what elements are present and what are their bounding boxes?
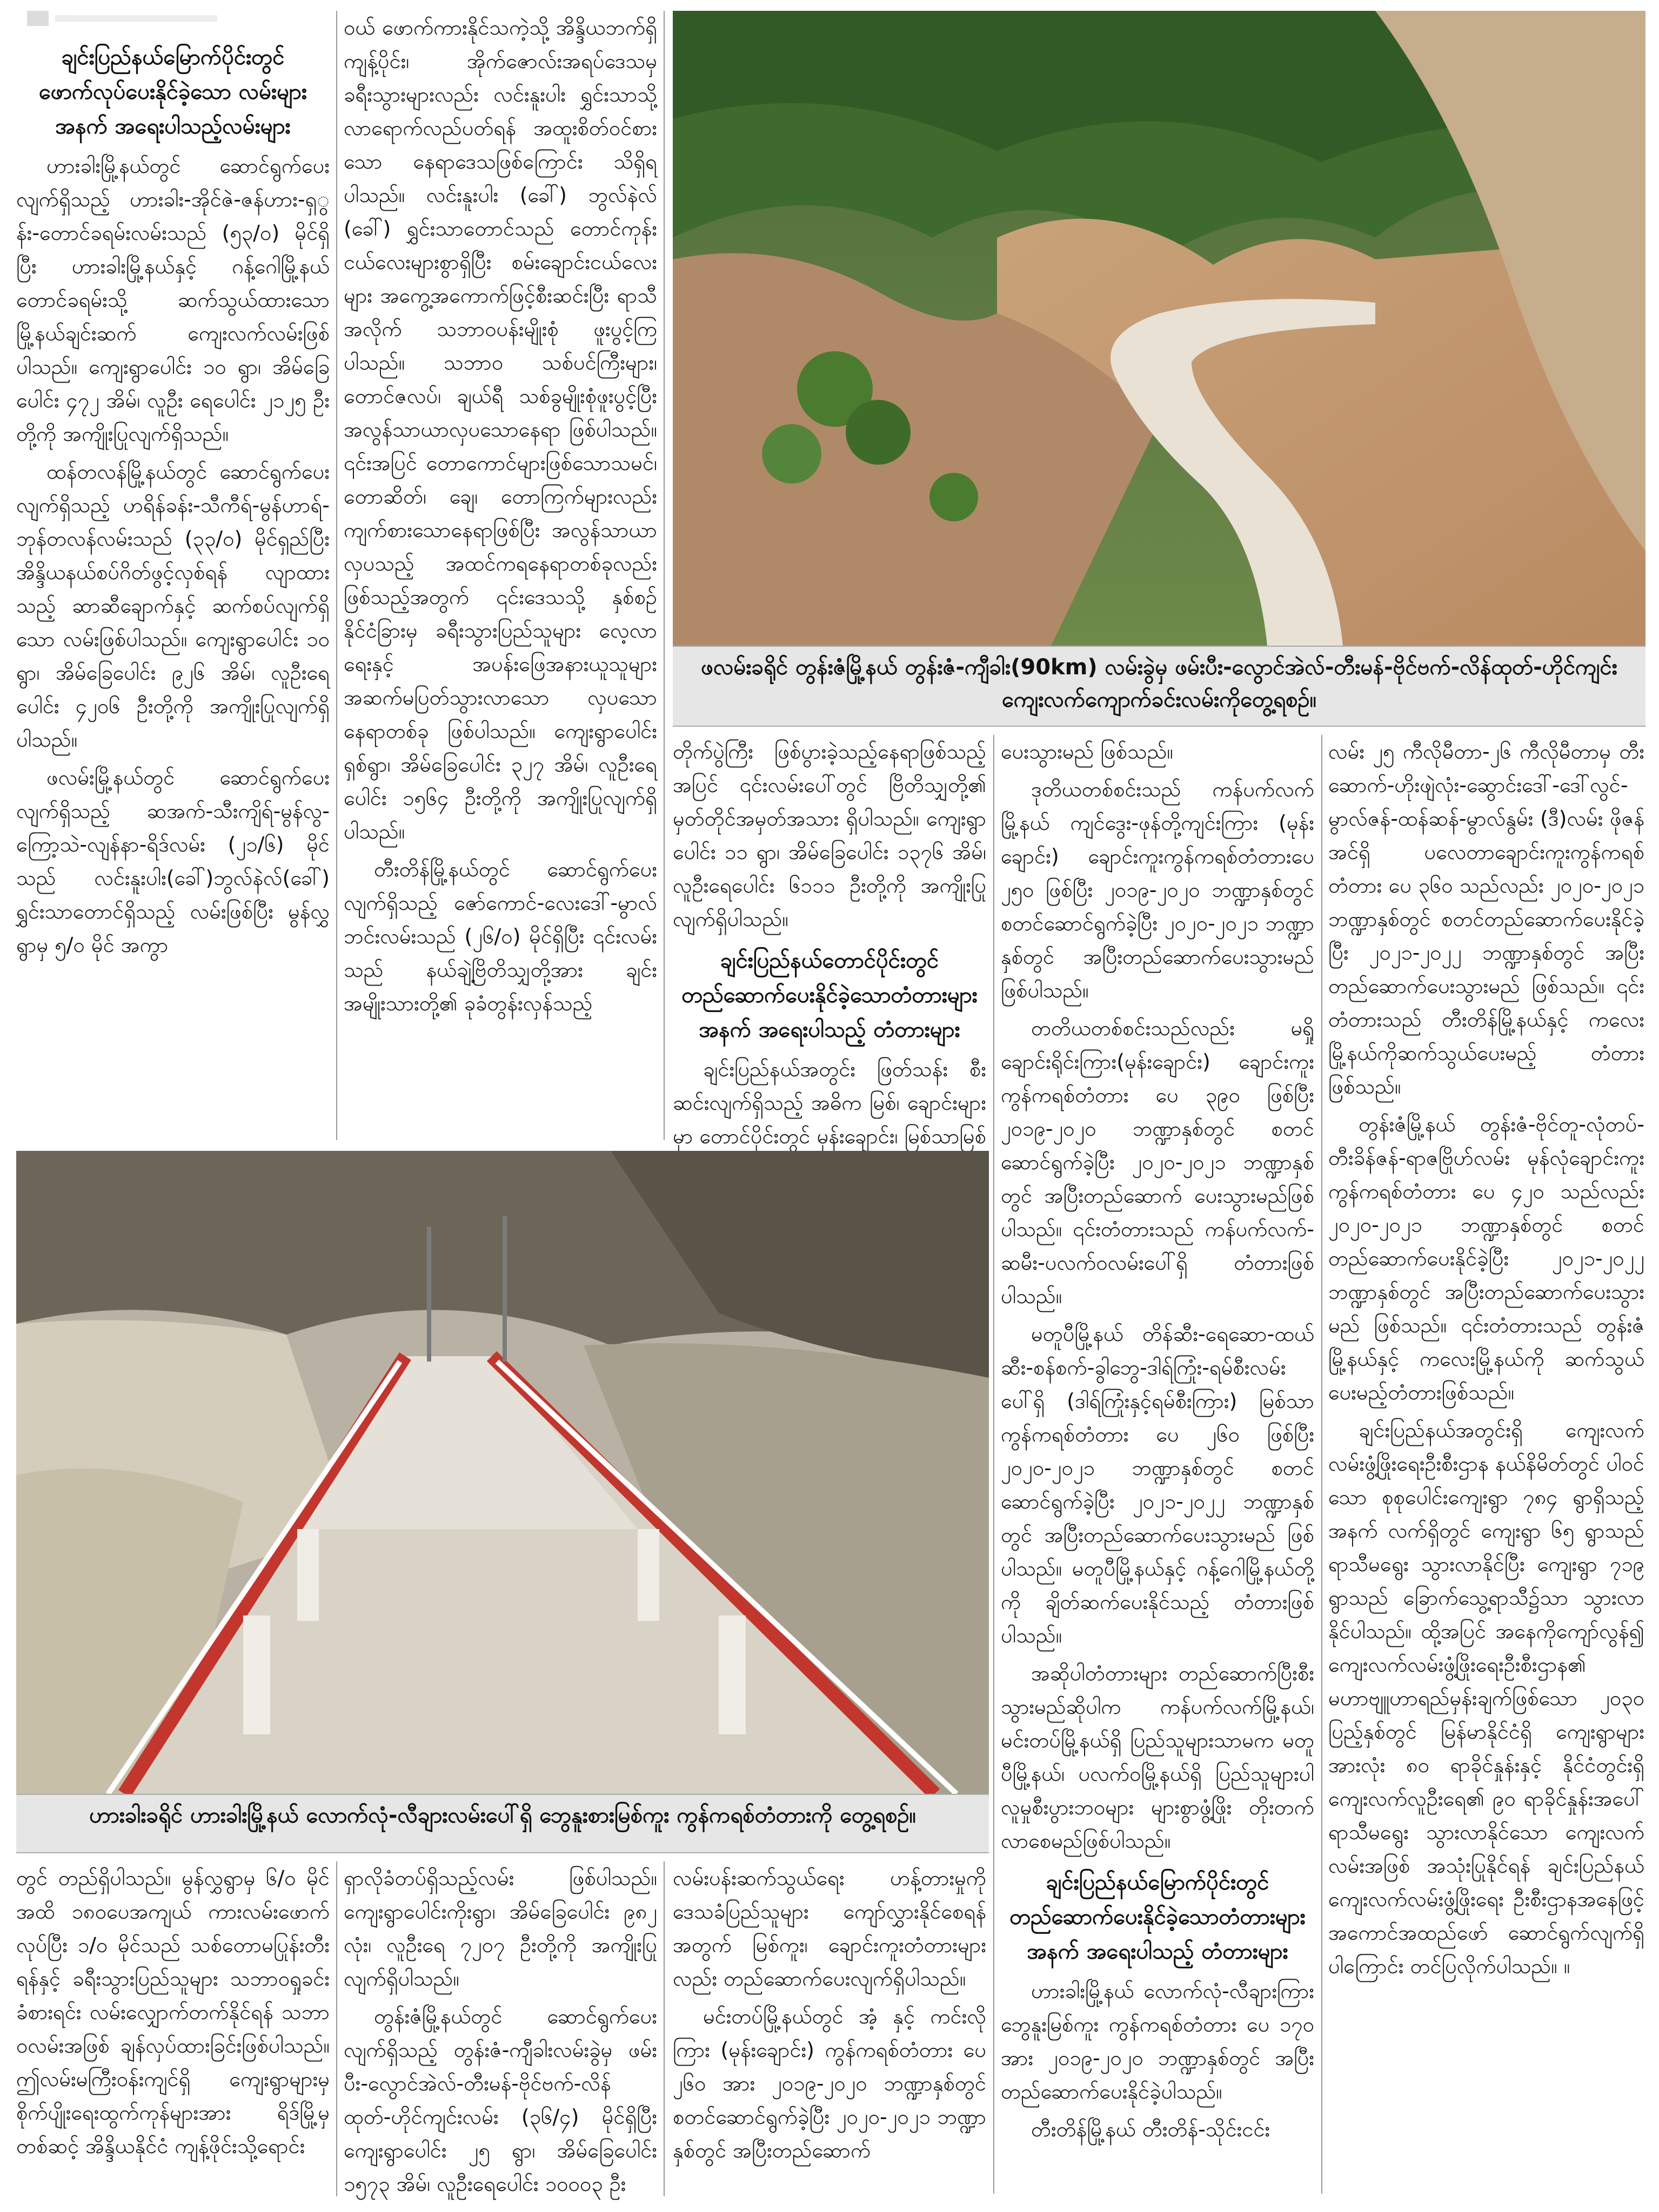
paragraph: တိုက်ပွဲကြီး ဖြစ်ပွားခဲ့သည့်နေရာဖြစ်သည့်အပြင် ၎င်းလမ်းပေါ်တွင် ဗြိတိသျှတို့၏ မှတ်တိုင်အမှတ်အသား ရှိပါသည်။ ကျေးရွာပေါင်း ၁၁ ရွာ၊ အိမ်ခြေပေါင်း ၁၃၇၆ အိမ်၊ လူဦးရေပေါင်း ၆၁၁၁ ဦးတို့ကို အကျိုးပြုလျက်ရှိပါသည်။ <box>673 740 986 931</box>
paragraph: ချင်းပြည်နယ်အတွင်း ဖြတ်သန်း စီးဆင်းလျက်ရှိသည့် အဓိက မြစ်၊ ချောင်းများမှာ တောင်ပိုင်းတွင် မုန်းချောင်း၊ မြစ်သာမြစ် <box>673 1057 986 1148</box>
bridge-photo-caption: ဟားခါးခရိုင် ဟားခါးမြို့နယ် လောက်လုံ-လီချားလမ်းပေါ်ရှိ ဘွေနူးစားမြစ်ကူး ကွန်ကရစ်တံတားကို တွေ့ရစဉ်။ <box>16 1794 989 1853</box>
paragraph: ဟားခါးမြို့နယ် လောက်လုံ-လီချားကြား ဘွေနူးမြစ်ကူး ကွန်ကရစ်တံတား ပေ ၁၇၀ အား ၂၀၁၉-၂၀၂၀ ဘဏ္ဍာနှစ်တွင် အပြီးတည်ဆောက်ပေးနိုင်ခဲ့ပါသည်။ <box>1001 1979 1314 2103</box>
lower-column-3 <box>673 1861 986 2196</box>
paragraph: တီးတိန်မြို့နယ်တွင် ဆောင်ရွက်ပေးလျက်ရှိသည့် ဇော်ကောင်-လေးဒေါ်-မွာလ်ဘင်းလမ်းသည် (၂၆/၀) မိုင်ရှိပြီး ၎င်းလမ်းသည် နယ်ချဲ့ဗြိတိသျှတို့အား ချင်းအမျိုးသားတို့၏ ခုခံတွန်းလှန်သည့် <box>344 857 657 1015</box>
paragraph: ဝယ် ဖောက်ကားနိုင်သကဲ့သို့ အိန္ဒိယဘက်ရှိ ကျန့်ပိုင်း၊ အိုက်ဇောလ်းအရပ်ဒေသမှ ခရီးသွားများလည်း လင်းနူးပါး ရွှင်းသာသို့ လာရောက်လည်ပတ်ရန် အထူးစိတ်ဝင်စားသော နေရာဒေသဖြစ်ကြောင်း သိရှိရပါသည်။ လင်းနူးပါး (ခေါ်) ဘွလ်နဲလ် (ခေါ်) ရွှင်းသာတောင်သည် တောင်ကုန်းငယ်လေးများစွာရှိပြီး စမ်းချောင်းငယ်လေးများ အကွေ့အကောက်ဖြင့်စီးဆင်းပြီး ရာသီအလိုက် သဘာဝပန်းမျိုးစုံ ဖူးပွင့်ကြပါသည်။ သဘာဝ သစ်ပင်ကြီးများ၊ တောင်ဇလပ်၊ ချယ်ရီ သစ်ခွမျိုးစုံဖူးပွင့်ပြီး အလွန်သာယာလှပသောနေရာ ဖြစ်ပါသည်။ ၎င်းအပြင် တောကောင်များဖြစ်သောသမင်၊ တောဆိတ်၊ ချေ၊ တောကြက်များလည်း ကျက်စားသောနေရာဖြစ်ပြီး အလွန်သာယာလှပသည့် အထင်ကရနေရာတစ်ခုလည်း ဖြစ်သည့်အတွက် ၎င်းဒေသသို့ နှစ်စဉ်နိုင်ငံခြားမှ ခရီးသွားပြည်သူများ လေ့လာရေးနှင့် အပန်းဖြေအနားယူသူများ အဆက်မပြတ်သွားလာသော လှပသောနေရာတစ်ခု ဖြစ်ပါသည်။ ကျေးရွာပေါင်း ရှစ်ရွာ၊ အိမ်ခြေပေါင်း ၃၂၇ အိမ်၊ လူဦးရေပေါင်း ၁၅၆၄ ဦးတို့ကို အကျိုးပြုလျက်ရှိပါသည်။ <box>344 16 657 843</box>
masthead-mark <box>27 8 222 29</box>
bridge-photo <box>16 1151 989 1794</box>
paragraph: တွန်းဇံမြို့နယ် တွန်းဇံ-ဗိုင်တူ-လုံတပ်-တီးခိန်ဇန်-ရာဇဗြိုဟ်လမ်း မုန်လုံချောင်းကူး ကွန်ကရစ်တံတား ပေ ၄၂၀ သည်လည်း ၂၀၂၀-၂၀၂၁ ဘဏ္ဍာနှစ်တွင် စတင်တည်ဆောက်ပေးနိုင်ခဲ့ပြီး ၂၀၂၁-၂၀၂၂ ဘဏ္ဍာနှစ်တွင် အပြီးတည်ဆောက်ပေးသွားမည် ဖြစ်သည်။ ၎င်းတံတားသည် တွန်းဇံမြို့နယ်နှင့် ကလေးမြို့နယ်ကို ဆက်သွယ်ပေးမည့်တံတားဖြစ်သည်။ <box>1328 1112 1644 1404</box>
paragraph: အဆိုပါတံတားများ တည်ဆောက်ပြီးစီးသွားမည်ဆိုပါက ကန်ပက်လက်မြို့နယ်၊ မင်းတပ်မြို့နယ်ရှိ ပြည်သူများသာမက မတူပီမြို့နယ်၊ ပလက်ဝမြို့နယ်ရှိ ပြည်သူများပါ လူမှုစီးပွားဘဝများ များစွာဖွံ့ဖြိုး တိုးတက်လာစေမည်ဖြစ်ပါသည်။ <box>1001 1661 1314 1853</box>
lower-column-2 <box>344 1861 657 2196</box>
paragraph: ပေးသွားမည် ဖြစ်သည်။ <box>1001 740 1173 763</box>
paragraph: တွန်းဇံမြို့နယ်တွင် ဆောင်ရွက်ပေးလျက်ရှိသည့် တွန်းဇံ-ကျီခါးလမ်းခွဲမှ ဖမ်းပီး-လွောင်အဲလ်-တီးမန်-ဗိုင်ဗက်-လိန်ထုတ်-ဟိုင်ကျင်းလမ်း (၃၆/၄) မိုင်ရှိပြီး ကျေးရွာပေါင်း ၂၅ ရွာ၊ အိမ်ခြေပေါင်း ၁၅၇၃ အိမ်၊ လူဦးရေပေါင်း ၁၀၀၀၃ ဦး <box>344 2005 657 2196</box>
section-heading-north-bridges: ချင်းပြည်နယ်မြောက်ပိုင်းတွင် တည်ဆောက်ပေးနိုင်ခဲ့သောတံတားများအနက် အရေးပါသည့် တံတားများ <box>1009 1870 1306 1964</box>
paragraph: တတိယတစ်စင်းသည်လည်း မရှိုချောင်းရိုင်းကြား(မုန်းချောင်း) ချောင်းကူးကွန်ကရစ်တံတား ပေ ၃၉၀ ဖြစ်ပြီး ၂၀၁၉-၂၀၂၀ ဘဏ္ဍာနှစ်တွင် စတင်ဆောင်ရွက်ခဲ့ပြီး ၂၀၂၀-၂၀၂၁ ဘဏ္ဍာနှစ်တွင် အပြီးတည်ဆောက် ပေးသွားမည်ဖြစ်ပါသည်။ ၎င်းတံတားသည် ကန်ပက်လက်-ဆမီး-ပလက်ဝလမ်းပေါ်ရှိ တံတားဖြစ်ပါသည်။ <box>1001 1016 1314 1308</box>
article-column-4 <box>1001 735 1314 2194</box>
paragraph: ချင်းပြည်နယ်အတွင်းရှိ ကျေးလက်လမ်းဖွံ့ဖြိုးရေးဦးစီးဌာန နယ်နိမိတ်တွင် ပါဝင်သော စုစုပေါင်းကျေးရွာ ၇၈၄ ရွာရှိသည့်အနက် လက်ရှိတွင် ကျေးရွာ ၆၅ ရွာသည် ရာသီမရွေး သွားလာနိုင်ပြီး ကျေးရွာ ၇၁၉ ရွာသည် ခြောက်သွေ့ရာသီ၌သာ သွားလာနိုင်ပါသည်။ ထို့အပြင် အနေကိုကျော်လွန်၍ ကျေးလက်လမ်းဖွံ့ဖြိုးရေးဦးစီးဌာန၏ မဟာဗျူဟာရည်မှန်းချက်ဖြစ်သော ၂၀၃၀ ပြည့်နှစ်တွင် မြန်မာနိုင်ငံရှိ ကျေးရွာများအားလုံး ၈၀ ရာခိုင်နှုန်းနှင့် နိုင်ငံတွင်းရှိ ကျေးလက်လူဦးရေ၏ ၉၀ ရာခိုင်နှုန်းအပေါ် ရာသီမရွေး သွားလာနိုင်သော ကျေးလက်လမ်းအဖြစ် အသုံးပြုနိုင်ရန် ချင်းပြည်နယ် ကျေးလက်လမ်းဖွံ့ဖြိုးရေး ဦးစီးဌာနအနေဖြင့် အကောင်အထည်ဖော် ဆောင်ရွက်လျက်ရှိပါကြောင်း တင်ပြလိုက်ပါသည်။ ။ <box>1328 1418 1644 1978</box>
top-photo-caption: ဖလမ်းခရိုင် တွန်းဇံမြို့နယ် တွန်းဇံ-ကျီခါး(90km) လမ်းခွဲမှ ဖမ်းပီး-လွောင်အဲလ်-တီးမန်-ဗိုင်ဗက်-လိန်ထုတ်-ဟိုင်ကျင်း ကျေးလက်ကျောက်ခင်းလမ်းကိုတွေ့ရစဉ်။ <box>673 646 1645 727</box>
paragraph: လမ်းပန်းဆက်သွယ်ရေး ဟန့်တားမှုကိုဒေသခံပြည်သူများ ကျော်လွှားနိုင်စေရန်အတွက် မြစ်ကူး၊ ချောင်းကူးတံတားများလည်း တည်ဆောက်ပေးလျက်ရှိပါသည်။ <box>673 1866 986 1990</box>
column-divider <box>1321 735 1322 2194</box>
mountain-road-photo <box>673 11 1645 646</box>
column-divider <box>664 1861 665 2196</box>
paragraph: လမ်း ၂၅ ကီလိုမီတာ-၂၆ ကီလိုမီတာမှ တီးဆောက်-ဟိုးဖျဲလုံး-ဆွောင်းဒေါ်-ဒေါ်လွင်-မွာလ်ဇန်-ထန်ဆန်-မွာလ်နွမ်း (ဒီ)လမ်း ဖိုဇန်အင်ရှိ ပလေတာချောင်းကူးကွန်ကရစ်တံတား ပေ ၃၆၀ သည်လည်း ၂၀၂၀-၂၀၂၁ ဘဏ္ဍာနှစ်တွင် စတင်တည်ဆောက်ပေးနိုင်ခဲ့ပြီး ၂၀၂၁-၂၀၂၂ ဘဏ္ဍာနှစ်တွင် အပြီးတည်ဆောက်ပေးသွားမည် ဖြစ်သည်။ ၎င်းတံတားသည် တီးတိန်မြို့နယ်နှင့် ကလေးမြို့နယ်ကိုဆက်သွယ်ပေးမည့် တံတားဖြစ်သည်။ <box>1328 740 1644 1098</box>
paragraph: မတူပီမြို့နယ် တိန်ဆီး-ရေဆော-ထယ်ဆီး-စန်စက်-ခွါဘွေ-ဒါရ်ကြုံး-ရမ်စီးလမ်းပေါ်ရှိ (ဒါရ်ကြုံးနှင့်ရမ်စီးကြား) မြစ်သာကွန်ကရစ်တံတား ပေ ၂၆၀ ဖြစ်ပြီး ၂၀၂၀-၂၀၂၁ ဘဏ္ဍာနှစ်တွင် စတင်ဆောင်ရွက်ခဲ့ပြီး ၂၀၂၁-၂၀၂၂ ဘဏ္ဍာနှစ်တွင် အပြီးတည်ဆောက်ပေးသွားမည် ဖြစ်ပါသည်။ မတူပီမြို့နယ်နှင့် ဂန့်ဂေါမြို့နယ်တို့ကို ချိတ်ဆက်ပေးနိုင်သည့် တံတားဖြစ်ပါသည်။ <box>1001 1322 1314 1647</box>
paragraph: ဒုတိယတစ်စင်းသည် ကန်ပက်လက်မြို့နယ် ကျင်ဒွေး-ဖုန်တို့ကျင်းကြား (မုန်းချောင်း) ချောင်းကူးကွန်ကရစ်တံတားပေ ၂၅၀ ဖြစ်ပြီး ၂၀၁၉-၂၀၂၀ ဘဏ္ဍာနှစ်တွင် စတင်ဆောင်ရွက်ခဲ့ပြီး ၂၀၂၀-၂၀၂၁ ဘဏ္ဍာနှစ်တွင် အပြီးတည်ဆောက်ပေးသွားမည်ဖြစ်ပါသည်။ <box>1001 777 1314 1002</box>
article-column-5 <box>1328 735 1644 2194</box>
section-heading-south-bridges: ချင်းပြည်နယ်တောင်ပိုင်းတွင် တည်ဆောက်ပေးနိုင်ခဲ့သောတံတားများ အနက် အရေးပါသည့် တံတားများ <box>681 948 978 1042</box>
article-column-2 <box>344 11 657 1140</box>
paragraph: ဟားခါးမြို့နယ်တွင် ဆောင်ရွက်ပေးလျက်ရှိသည့် ဟားခါး-အိုင်ဇဲ-ဇန်ဟား-ရှွန်း-တောင်ခရမ်းလမ်းသည် (၅၃/၀) မိုင်ရှိပြီး ဟားခါးမြို့နယ်နှင့် ဂန့်ဂေါမြို့နယ် တောင်ခရမ်းသို့ ဆက်သွယ်ထားသော မြို့နယ်ချင်းဆက် ကျေးလက်လမ်းဖြစ်ပါသည်။ ကျေးရွာပေါင်း ၁၀ ရွာ၊ အိမ်ခြေပေါင်း ၄၇၂ အိမ်၊ လူဦး ရေပေါင်း ၂၁၂၅ ဦးတို့ကို အကျိုးပြုလျက်ရှိသည်။ <box>16 154 330 446</box>
paragraph: ထန်တလန်မြို့နယ်တွင် ဆောင်ရွက်ပေးလျက်ရှိသည့် ဟရိန်ခန်း-သီကီရ်-မွန်ဟာရ်-ဘုန်တလန်လမ်းသည် (၃၃/၀) မိုင်ရှည်ပြီး အိန္ဒိယနယ်စပ်ဂိတ်ဖွင့်လှစ်ရန် လျာထားသည့် ဆာဆီချောက်နှင့် ဆက်စပ်လျက်ရှိသော လမ်းဖြစ်ပါသည်။ ကျေးရွာပေါင်း ၁၀ ရွာ၊ အိမ်ခြေပေါင်း ၉၂၆ အိမ်၊ လူဦးရေပေါင်း ၄၂၀၆ ဦးတို့ကို အကျိုးပြုလျက်ရှိပါသည်။ <box>16 460 330 752</box>
paragraph: ရှာလိုခံတပ်ရှိသည့်လမ်း ဖြစ်ပါသည်။ ကျေးရွာပေါင်းကိုးရွာ၊ အိမ်ခြေပေါင်း ၉၈၂ လုံး၊ လူဦးရေ ၇၂၀၇ ဦးတို့ကို အကျိုးပြုလျက်ရှိပါသည်။ <box>344 1866 657 1990</box>
article-headline: ချင်းပြည်နယ်မြောက်ပိုင်းတွင် ဖောက်လုပ်ပေးနိုင်ခဲ့သော လမ်းများအနက် အရေးပါသည့်လမ်းများ <box>39 45 307 139</box>
paragraph: ဖလမ်းမြို့နယ်တွင် ဆောင်ရွက်ပေးလျက်ရှိသည့် ဆအက်-သီးကျိရ်-မွန်လွ-ကြော့သဲ-လျန်နာ-ရိဒ်လမ်း (၂၁/၆) မိုင်သည် လင်းနူးပါး(ခေါ်)ဘွလ်နဲလ်(ခေါ်) ရွှင်းသာတောင်ရှိသည့် လမ်းဖြစ်ပြီး မွန်လွှရွာမှ ၅/၀ မိုင် အကွာ <box>16 766 330 957</box>
lower-column-1 <box>16 1861 330 2196</box>
paragraph: တွင် တည်ရှိပါသည်။ မွန်လွှရွာမှ ၆/၀ မိုင် အထိ ၁၈၀ပေအကျယ် ကားလမ်းဖောက်လုပ်ပြီး ၁/၀ မိုင်သည် သစ်တောမပြုန်းတီးရန်နှင့် ခရီးသွားပြည်သူများ သဘာဝရှုခင်းခံစားရင်း လမ်းလျှောက်တက်နိုင်ရန် သဘာဝလမ်းအဖြစ် ချန်လှပ်ထားခြင်းဖြစ်ပါသည်။ ဤလမ်းမကြီးဝန်းကျင်ရှိ ကျေးရွာများမှ စိုက်ပျိုးရေးထွက်ကုန်များအား ရိဒ်မြို့မှ တစ်ဆင့် အိန္ဒိယနိုင်ငံ ကျန့်ဖိုင်းသို့ရောင်း <box>16 1866 330 2158</box>
column-divider <box>664 11 665 1140</box>
column-divider <box>993 735 994 2194</box>
paragraph: တီးတိန်မြို့နယ် တီးတိန်-သိုင်းငင်း <box>1031 2117 1270 2141</box>
column-divider <box>336 1861 337 2196</box>
article-column-3 <box>673 735 986 1148</box>
article-column-1 <box>16 32 330 1140</box>
paragraph: မင်းတပ်မြို့နယ်တွင် အံ့ နှင့် ကင်းလိုကြား (မုန်းချောင်း) ကွန်ကရစ်တံတား ပေ ၂၆၀ အား ၂၀၁၉-၂၀၂၀ ဘဏ္ဍာနှစ်တွင် စတင်ဆောင်ရွက်ခဲ့ပြီး ၂၀၂၀-၂၀၂၁ ဘဏ္ဍာနှစ်တွင် အပြီးတည်ဆောက် <box>673 2005 986 2162</box>
column-divider <box>336 11 337 1140</box>
